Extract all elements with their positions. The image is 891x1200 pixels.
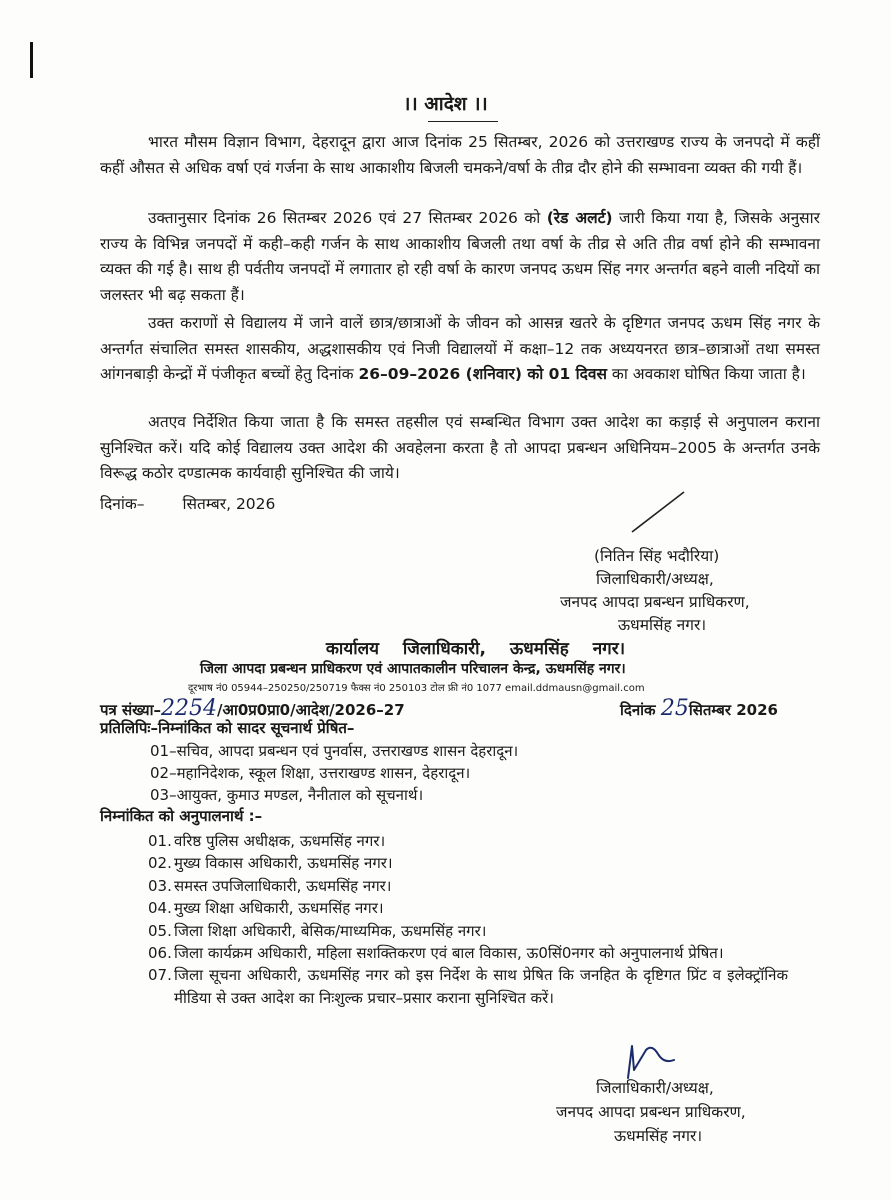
letter-date	[620, 696, 778, 721]
letter-date-label: दिनांक	[620, 701, 656, 719]
signature-block-1	[560, 545, 750, 637]
paragraph-2-part-a: उक्तानुसार दिनांक 26 सितम्बर 2026 एवं 27 सितम्बर 2026 को	[148, 209, 547, 227]
list-item-text: जिला कार्यक्रम अधिकारी, महिला सशक्तिकरण एवं बाल विकास, ऊ0सिं0नगर को अनुपालनार्थ प्रेषित।	[174, 944, 724, 963]
signatory-authority: जनपद आपदा प्रबन्धन प्राधिकरण,	[556, 1103, 746, 1121]
list-item	[148, 830, 788, 852]
letter-date-rest: सितम्बर 2026	[688, 701, 778, 719]
list-item-number: 02.	[148, 854, 172, 873]
list-item-number: 07.	[148, 966, 172, 985]
list-item-number: 04.	[148, 899, 172, 918]
list-item-text: जिला शिक्षा अधिकारी, बेसिक/माध्यमिक, ऊधमसिंह नगर।	[174, 921, 487, 940]
signatory-district: ऊधमसिंह नगर।	[618, 616, 707, 634]
list-item-text: मुख्य शिक्षा अधिकारी, ऊधमसिंह नगर।	[174, 899, 384, 918]
list-item-text: मुख्य विकास अधिकारी, ऊधमसिंह नगर।	[174, 854, 393, 873]
title-underline	[428, 121, 498, 122]
list-item-number: 03.	[148, 876, 172, 895]
compliance-list	[148, 830, 788, 1009]
letter-date-day: 25	[660, 696, 689, 721]
signatory-name: (नितिन सिंह भदौरिया)	[594, 547, 720, 565]
list-item-text: समस्त उपजिलाधिकारी, ऊधमसिंह नगर।	[174, 876, 392, 895]
list-item: 01–सचिव, आपदा प्रबन्धन एवं पुनर्वास, उत्तराखण्ड शासन देहरादून।	[150, 742, 519, 760]
paragraph-2-part-c: जारी किया गया है, जिसके अनुसार राज्य के विभिन्न जनपदों में कही–कही गर्जन के साथ आकाशीय बिजली तथा वर्षा के तीव्र से अति तीव्र वर्षा होने की सम्भावना व्यक्त की गई है। साथ ही पर्वतीय जनपदों में लगातार हो रही वर्षा के कारण जनपद ऊधम सिंह नगर अन्तर्गत बहने वाली नदियों का जलस्तर भी बढ़ सकता हैं।	[100, 209, 821, 304]
list-item-text: जिला सूचना अधिकारी, ऊधमसिंह नगर को इस निर्देश के साथ प्रेषित कि जनहित के दृष्टिगत प्रिंट व इलेक्ट्रॉनिक मीडिया से उक्त आदेश का निःशुल्क प्रचार–प्रसार कराना सुनिश्चित करें।	[174, 966, 788, 1007]
list-item-number: 05.	[148, 921, 172, 940]
list-item	[148, 875, 788, 897]
letter-number-label: पत्र संख्या–	[100, 701, 162, 719]
margin-mark	[30, 42, 33, 78]
list-item	[148, 897, 788, 919]
compliance-heading: निम्नांकित को अनुपालनार्थ :–	[100, 807, 263, 825]
letter-number-handwritten: 2254	[161, 696, 218, 721]
office-contact: दूरभाष नं0 05944–250250/250719 फैक्स नं0 250103 टोल फ्री नं0 1077 email.ddmausn@gmail.com	[188, 683, 645, 694]
letter-number-suffix: /आ0प्र0प्रा0/आदेश/2026–27	[217, 701, 405, 719]
paragraph-3-part-c: का अवकाश घोषित किया जाता है।	[606, 365, 806, 383]
date-label: दिनांक–	[100, 495, 145, 513]
paragraph-3	[100, 311, 820, 388]
list-item: 03–आयुक्त, कुमाउ मण्डल, नैनीताल को सूचनार्थ।	[150, 786, 424, 804]
order-dateline	[100, 492, 313, 514]
signatory-designation: जिलाधिकारी/अध्यक्ष,	[596, 570, 714, 588]
list-item	[148, 964, 788, 1009]
red-alert-text: (रेड अलर्ट)	[546, 209, 613, 227]
paragraph-1: भारत मौसम विज्ञान विभाग, देहरादून द्वारा आज दिनांक 25 सितम्बर, 2026 को उत्तराखण्ड राज्य के जनपदो में कहीं कहीं औसत से अधिक वर्षा एवं गर्जना के साथ आकाशीय बिजली चमकने/वर्षा के तीव्र दौर होने की सम्भावना व्यक्त की गयी हैं।	[100, 133, 820, 177]
signatory-designation: जिलाधिकारी/अध्यक्ष,	[596, 1079, 714, 1097]
copy-heading: प्रतिलिपिः–निम्नांकित को सादर सूचनार्थ प्रेषित–	[100, 719, 355, 737]
office-subheading: जिला आपदा प्रबन्धन प्राधिकरण एवं आपातकालीन परिचालन केन्द्र, ऊधमसिंह नगर।	[200, 661, 626, 677]
signatory-district: ऊधमसिंह नगर।	[614, 1127, 703, 1145]
signature-block-2	[556, 1076, 746, 1148]
order-title: ।। आदेश ।।	[403, 93, 488, 115]
list-item	[148, 920, 788, 942]
holiday-date-text: 26–09–2026 (शनिवार) को 01 दिवस	[358, 365, 607, 383]
list-item	[148, 942, 788, 964]
signature-stroke-icon	[628, 488, 688, 536]
list-item-number: 06.	[148, 944, 172, 963]
copy-list	[150, 740, 518, 806]
signatory-authority: जनपद आपदा प्रबन्धन प्राधिकरण,	[560, 593, 750, 611]
list-item-text: वरिष्ठ पुलिस अधीक्षक, ऊधमसिंह नगर।	[174, 832, 386, 850]
paragraph-2	[100, 206, 820, 308]
list-item-number: 01.	[148, 832, 172, 850]
list-item	[148, 852, 788, 874]
list-item: 02–महानिदेशक, स्कूल शिक्षा, उत्तराखण्ड शासन, देहरादून।	[150, 764, 471, 782]
paragraph-3-part-a: उक्त कराणों से विद्यालय में जाने वालें छात्र/छात्राओं के जीवन को आसन्न खतरे के दृष्टिगत जनपद ऊधम सिंह नगर के अन्तर्गत संचालित समस्त शासकीय, अद्धशासकीय एवं निजी विद्यालयों में कक्षा–12 तक अध्ययनरत छात्र–छात्राओं तथा समस्त आंगनबाड़ी केन्द्रों में पंजीकृत बच्चों हेतु दिनांक	[100, 314, 820, 383]
office-heading: कार्यालय जिलाधिकारी, ऊधमसिंह नगर।	[325, 639, 626, 659]
date-value: सितम्बर, 2026	[182, 495, 276, 513]
paragraph-4: अतएव निर्देशित किया जाता है कि समस्त तहसील एवं सम्बन्धित विभाग उक्त आदेश का कड़ाई से अनुपालन कराना सुनिश्चित करें। यदि कोई विद्यालय उक्त आदेश की अवहेलना करता है तो आपदा प्रबन्धन अधिनियम–2005 के अन्तर्गत उनके विरूद्ध कठोर दण्डात्मक कार्यवाही सुनिश्चित की जाये।	[100, 413, 820, 482]
